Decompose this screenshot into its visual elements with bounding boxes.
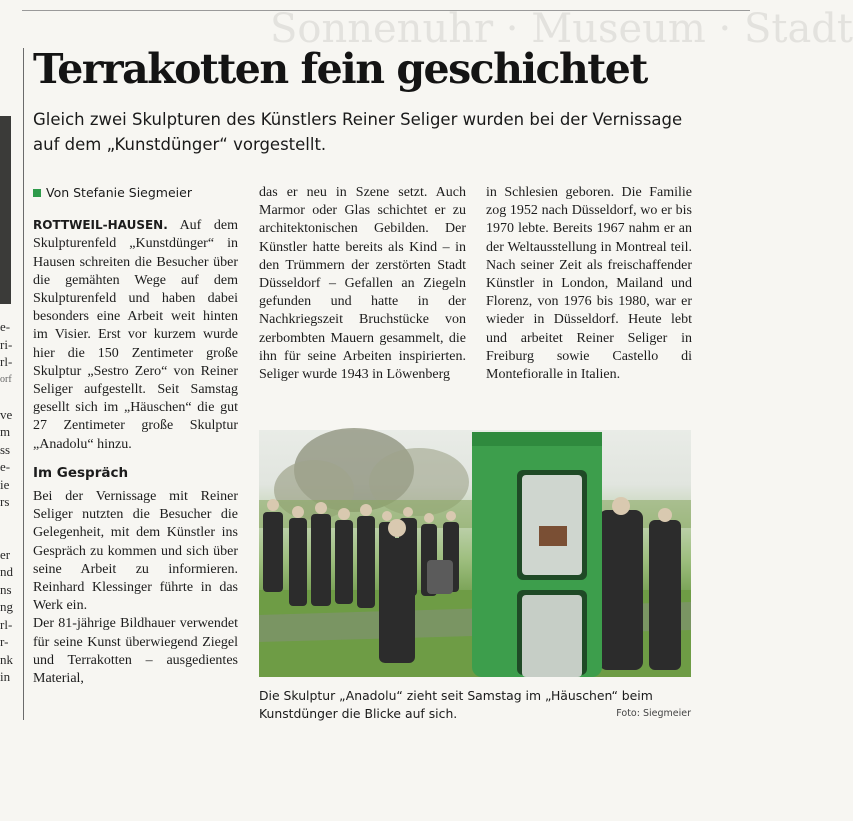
photo-illustration [259,430,691,677]
column-rule [23,48,24,720]
fragment: nk [0,651,13,667]
fragment: nd [0,564,13,579]
fragment: ve [0,406,13,422]
fragment: orf [0,373,12,385]
fragment: ng [0,599,13,614]
fragment: ss [0,441,11,457]
fragment: m [0,424,11,439]
fragment: ri- [0,336,13,352]
lead-paragraph [33,216,238,454]
lead-text: Auf dem Skulpturenfeld „Kunstdünger“ in Hausen schreiten die Besucher über die gemähten Wege auf dem Skulpturenfeld und haben dabei besonders eine Arbeit weit hinten im Visier. Erst vor kurzem wurde hier die 150 Zentimeter große Skulptur „Sestro Zero“ von Reiner Seliger aufgestellt. Seit Samstag gesellt sich im „Häuschen“ die gut 27 Zentimeter große Skulptur „Anadolu“ hinzu. [33,218,238,452]
byline [33,184,238,202]
fragment: rl- [0,616,13,632]
fragment [0,388,14,406]
fragment [0,511,14,529]
article-column-3 [486,184,692,384]
fragment: ie [0,476,10,492]
fragment: ns [0,581,12,597]
paragraph-2: Bei der Vernissage mit Reiner Seliger nutzten die Besucher die Gelegenheit, mit dem Künstler ins Gespräch zu kommen und sich über seine Arbeit zu informieren. Reinhard Klessinger führte in das Werk ein. [33,489,238,614]
top-rule [22,10,750,11]
adjacent-column-fragments [0,318,14,686]
article-column-2 [259,184,466,384]
adjacent-article-photo [0,116,11,304]
fragment: r- [0,634,9,649]
photo-caption: Die Skulptur „Anadolu“ zieht seit Samstag im „Häuschen“ beim Kunstdünger die Blicke auf sich. [259,688,653,721]
fragment: e- [0,319,11,334]
paragraph-3-end: in Schlesien geboren. Die Familie zog 1952 nach Düsseldorf, wo er bis 1970 lebte. Bereits 1967 nahm er an der Weltausstellung in Montreal teil. Nach seiner Zeit als freischaffender Künstler in London, Mailand und Florenz, von 1976 bis 1980, war er wieder in Düsseldorf. Heute lebt und arbeitet Reiner Seliger in Freiburg sowie Castello di Montefioralle in Italien. [486,185,692,383]
article-headline: Terrakotten fein geschichtet [33,45,647,93]
fragment [0,528,14,546]
bleedthrough-text: Sonnenuhr · Museum · Stadt [270,6,853,52]
fragment: rl- [0,354,13,369]
fragment: er [0,546,11,562]
paragraph-3-start: Der 81-jährige Bildhauer verwendet für seine Kunst überwiegend Ziegel und Terrakotten – ausgedientes Material, [33,616,238,687]
photo-credit: Foto: Siegmeier [616,708,691,719]
byline-text: Von Stefanie Siegmeier [46,185,192,200]
fragment: e- [0,459,11,474]
byline-square-icon [33,189,41,197]
article-subheadline: Gleich zwei Skulpturen des Künstlers Reiner Seliger wurden bei der Vernissage auf dem „Kunstdünger“ vorgestellt. [33,110,683,154]
fragment: rs [0,494,10,509]
dateline: ROTTWEIL-HAUSEN. [33,218,168,233]
photo-caption-block [259,687,691,723]
article-photo [259,430,691,677]
section-heading: Im Gespräch [33,464,129,481]
article-column-1 [33,184,238,688]
paragraph-3-continued: das er neu in Szene setzt. Auch Marmor oder Glas schichtet er zu architektonischen Gebilden. Der Künstler hatte bereits als Kind – in den Trümmern der zerstörten Stadt Düsseldorf – Gefallen an Ziegeln gefunden und hatte in der Nachkriegszeit Bruchstücke von zerbombten Mauern gesammelt, die ihn für seine Arbeiten inspirierten. Seliger wurde 1943 in Löwenberg [259,185,466,383]
fragment: in [0,669,11,684]
